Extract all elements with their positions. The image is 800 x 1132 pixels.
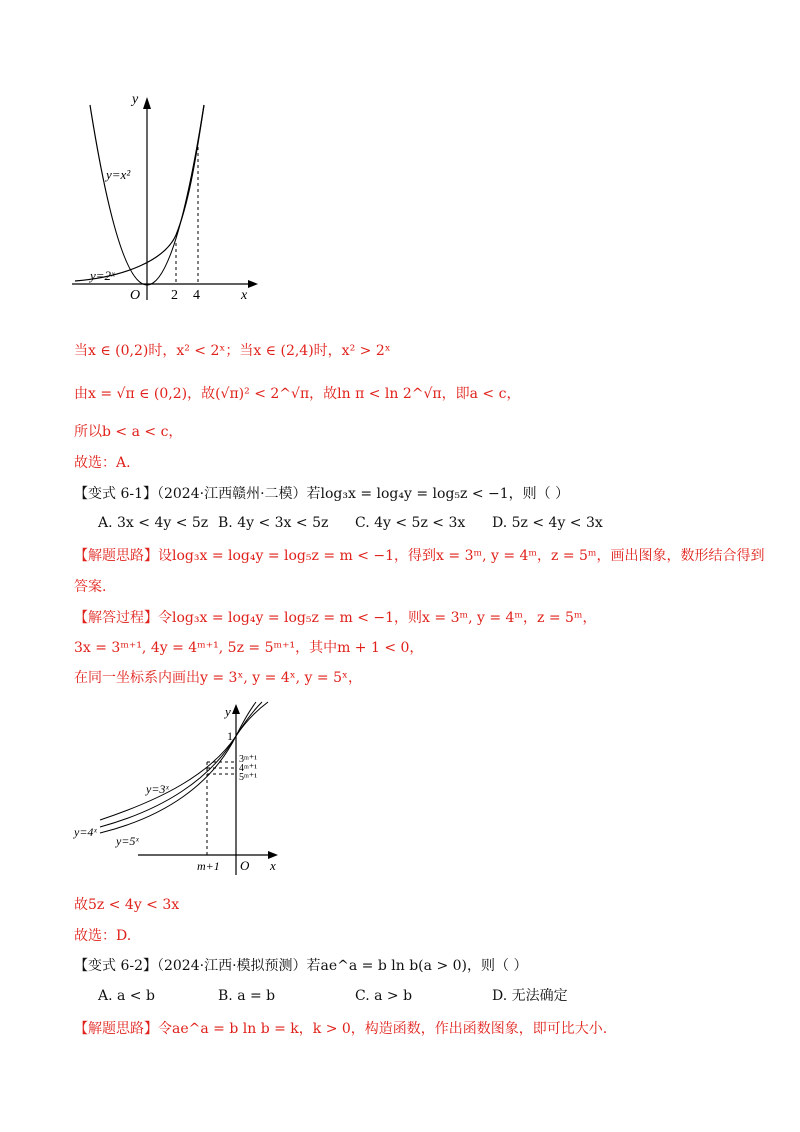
q2-option-d: D. 无法确定 — [492, 988, 568, 1004]
label-3-m1: 3ᵐ⁺¹ — [239, 754, 258, 765]
line-10 — [74, 638, 423, 658]
line-3: 所以b < a < c， — [74, 424, 183, 440]
q1-option-a: A. 3x < 4y < 5z — [98, 515, 209, 531]
origin-label: O — [130, 288, 141, 303]
solution-idea-2 — [74, 1019, 607, 1039]
line-answer: 答案. — [74, 579, 107, 595]
q1-option-b: B. 4y < 3x < 5z — [218, 515, 329, 531]
solution-idea-text: 设log₃x = log₄y = log₅z = m < −1，得到x = 3ᵐ, y = 4ᵐ，z = 5ᵐ，画出图象，数形结合得到 — [158, 548, 765, 564]
tick-4: 4 — [193, 288, 200, 303]
question-6-1: 【变式 6-1】（2024·江西赣州·二模）若log₃x = log₄y = log₅z < −1，则（ ） — [74, 486, 570, 502]
line-11: 在同一坐标系内画出y = 3ˣ, y = 4ˣ, y = 5ˣ， — [74, 670, 362, 686]
figure-exponentials — [70, 700, 290, 880]
tick-2: 2 — [171, 288, 178, 303]
y-axis-arrow — [232, 704, 240, 714]
figure-parabola-exponential — [70, 85, 270, 310]
solution-idea-tag: 【解题思路】 — [74, 548, 158, 564]
question-6-2: 【变式 6-2】（2024·江西·模拟预测）若ae^a = b ln b(a > 0)，则（ ） — [74, 958, 528, 974]
q1-option-c: C. 4y < 5z < 3x — [355, 515, 466, 531]
one-label: 1 — [227, 729, 233, 743]
line-4: 故选：A. — [74, 455, 131, 471]
solution-idea-1 — [74, 546, 765, 566]
curve-4x-label: y=4ˣ — [74, 825, 97, 839]
solution-process-text: 令log₃x = log₄y = log₅z = m < −1，则x = 3ᵐ, y = 4ᵐ，z = 5ᵐ， — [158, 610, 597, 626]
origin-label: O — [240, 858, 250, 873]
x-axis-arrow — [248, 280, 258, 288]
curve-4x — [100, 702, 262, 827]
solution-idea-2-tag: 【解题思路】 — [74, 1021, 158, 1037]
curve-5x-label: y=5ˣ — [116, 834, 139, 848]
curve-3x-label: y=3ˣ — [146, 782, 169, 796]
solution-process-1 — [74, 608, 597, 628]
y-axis-arrow — [143, 97, 151, 109]
line-13: 故选：D. — [74, 928, 132, 944]
label-y-2x: y=2ˣ — [90, 268, 115, 283]
tick-m-plus-1: m+1 — [197, 859, 220, 873]
solution-process-tag: 【解答过程】 — [74, 610, 158, 626]
y-axis-label: y — [225, 704, 231, 719]
line-1: 当x ∈ (0,2)时，x² < 2ˣ；当x ∈ (2,4)时，x² > 2ˣ — [74, 343, 391, 359]
line-12: 故5z < 4y < 3x — [74, 897, 180, 913]
label-5-m1: 5ᵐ⁺¹ — [239, 772, 258, 783]
label-y-x2: y=x² — [106, 167, 131, 182]
q2-option-c: C. a > b — [355, 988, 413, 1004]
x-axis-label: x — [241, 288, 248, 303]
q2-option-a: A. a < b — [98, 988, 155, 1004]
solution-idea-2-text: 令ae^a = b ln b = k，k > 0，构造函数，作出函数图象，即可比大小. — [158, 1021, 608, 1037]
label-4-m1: 4ᵐ⁺¹ — [239, 763, 258, 774]
line-2: 由x = √π ∈ (0,2)，故(√π)² < 2^√π，故ln π < ln 2^√π，即a < c， — [74, 386, 521, 402]
y-axis-label: y — [132, 92, 139, 107]
q2-option-b: B. a = b — [218, 988, 276, 1004]
line-10-text: 3x = 3ᵐ⁺¹, 4y = 4ᵐ⁺¹, 5z = 5ᵐ⁺¹，其中m + 1 < 0， — [74, 640, 424, 656]
q1-option-d: D. 5z < 4y < 3x — [492, 515, 603, 531]
x-axis-label: x — [270, 858, 276, 873]
